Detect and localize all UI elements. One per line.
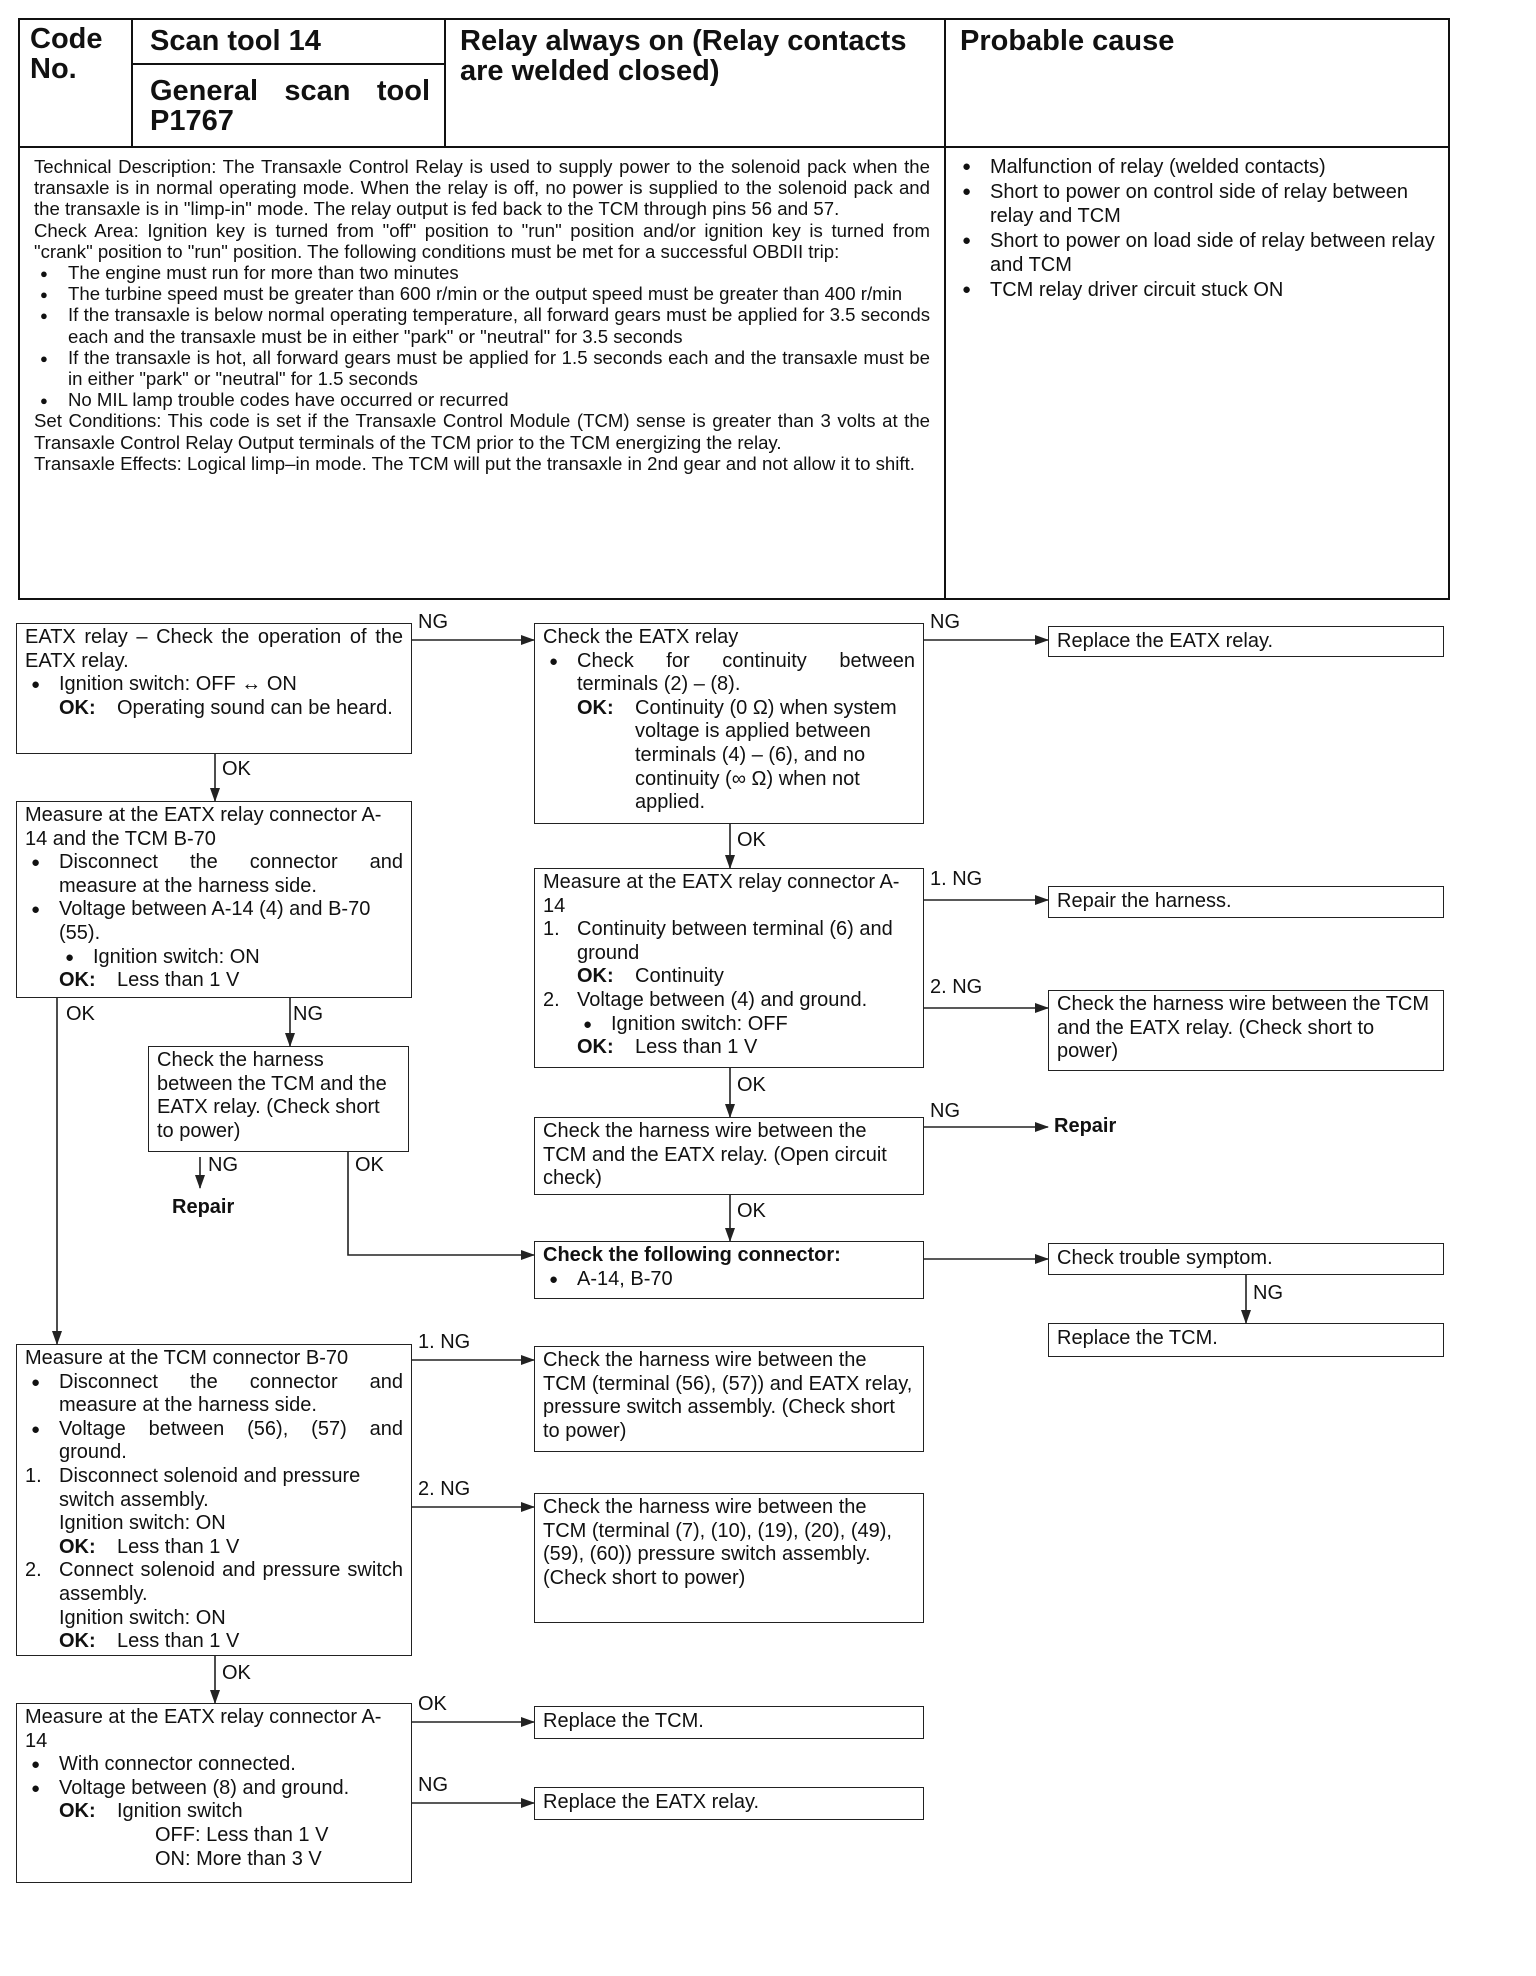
step-title: Measure at the EATX relay connector A-14 and the TCM B-70: [25, 804, 382, 850]
step-item: ● A-14, B-70: [543, 1268, 915, 1292]
arrow-label-ok: OK: [737, 1200, 766, 1222]
ok-label: OK:: [59, 1630, 96, 1653]
arrow-label-ng: NG: [1253, 1282, 1283, 1304]
check-harness-tcm-eatx-box: [148, 1046, 409, 1152]
ok-conditions: [117, 1800, 328, 1871]
measure-a14-continuity: [534, 868, 924, 1068]
step-text: Disconnect solenoid and pressure switch assembly.: [59, 1464, 361, 1511]
ok-text: Less than 1 V: [117, 1535, 240, 1558]
ok-text: Operating sound can be heard.: [117, 696, 393, 719]
ok-criteria: [59, 1630, 403, 1654]
step-items: [543, 1268, 915, 1292]
check-harness-short-box: [1048, 990, 1444, 1071]
step-item: ● Voltage between (8) and ground.: [25, 1777, 403, 1801]
arrow-label-ok: OK: [222, 758, 251, 780]
step-number: 2.: [25, 1559, 42, 1582]
ok-label: OK:: [577, 965, 614, 988]
eatx-relay-operation-check: [16, 623, 412, 754]
ok-text: OFF: Less than 1 V: [155, 1823, 329, 1846]
arrow-label-ok: OK: [418, 1693, 447, 1715]
check-area-text: Check Area: Ignition key is turned from "off" position to "run" position and/or ignition key is turned from "crank" position to "run" position. The following conditions must be met for a successful OBDII trip:: [34, 219, 930, 262]
probable-cause-heading: Probable cause: [960, 25, 1175, 57]
condition-item: ● If the transaxle is below normal operating temperature, all forward gears must be applied for 3.5 seconds each and the transaxle must be in either "park" or "neutral" for 3.5 seconds: [34, 304, 930, 346]
step-items: [25, 1753, 403, 1800]
step-subitems: [25, 946, 403, 970]
step-item: ● Voltage between A-14 (4) and B-70 (55).: [25, 898, 403, 945]
step-item: [25, 1465, 403, 1559]
check-harness-open-circuit-box: [534, 1117, 924, 1195]
step-text: Check the harness between the TCM and the EATX relay. (Check short to power): [157, 1049, 387, 1142]
condition-item: ● No MIL lamp trouble codes have occurred or recurred: [34, 389, 930, 410]
measure-a14-b70: [16, 801, 412, 998]
cause-item: ● Short to power on load side of relay between relay and TCM: [956, 229, 1436, 278]
step-item: [25, 1559, 403, 1653]
ok-label: OK:: [577, 696, 614, 719]
arrow-label-ng2: 2. NG: [930, 976, 983, 998]
check-harness-pressure-switch-box: [534, 1493, 924, 1623]
step-subitems: [577, 1013, 915, 1037]
measure-tcm-b70: [16, 1344, 412, 1656]
arrow-label-ng: NG: [208, 1154, 238, 1176]
transaxle-effects-text: Transaxle Effects: Logical limp–in mode. The TCM will put the transaxle in 2nd gear and not allow it to shift.: [34, 452, 915, 474]
step-text: Check the harness wire between the TCM and the EATX relay. (Check short to power): [1057, 993, 1430, 1063]
replace-tcm-final-box: [534, 1706, 924, 1739]
step-subitems: [25, 1465, 403, 1654]
measure-a14-voltage: [16, 1703, 412, 1883]
code-no-label: Code No.: [30, 23, 103, 85]
repair-harness-box: [1048, 886, 1444, 918]
step-text: Continuity between terminal (6) and ground: [577, 918, 893, 964]
step-title: Measure at the EATX relay connector A-14: [543, 871, 900, 917]
ok-label: OK:: [59, 696, 96, 719]
step-number: 2.: [543, 988, 560, 1011]
arrow-label-ng2: 2. NG: [418, 1478, 471, 1500]
check-trouble-symptom-box: [1048, 1243, 1444, 1275]
ignition-condition: Ignition switch: ON: [59, 1512, 226, 1535]
ok-criteria: [25, 697, 403, 721]
ok-criteria: [25, 1800, 403, 1871]
check-harness-56-57-box: [534, 1346, 924, 1452]
ok-label: OK:: [59, 1535, 96, 1558]
set-conditions-text: Set Conditions: This code is set if the Transaxle Control Module (TCM) sense is greater than 3 volts at the Transaxle Control Relay Output terminals of the TCM prior to the TCM energizing the relay.: [34, 410, 930, 453]
ok-criteria: [543, 697, 915, 815]
repair-label: Repair: [1054, 1115, 1117, 1137]
arrow-label-ng: NG: [418, 1774, 448, 1796]
step-text: Check the harness wire between the TCM (terminal (56), (57)) and EATX relay, pressure switch assembly. (Check short to power): [543, 1349, 913, 1442]
ok-text: Ignition switch: [117, 1800, 243, 1823]
technical-text: Technical Description: The Transaxle Control Relay is used to supply power to the solenoid pack when the transaxle is in normal operating mode. When the relay is off, no power is supplied to the solenoid pack and the transaxle is in "limp-in" mode. The relay output is fed back to the TCM through pins 56 and 57.: [34, 156, 930, 220]
step-title: Check the EATX relay: [543, 626, 739, 648]
ok-text: Less than 1 V: [117, 1630, 240, 1653]
step-text: Replace the TCM.: [543, 1710, 704, 1732]
general-scan-tool-label: General scan tool: [150, 75, 430, 107]
replace-eatx-relay-final-box: [534, 1787, 924, 1820]
arrow-label-ok: OK: [355, 1154, 384, 1176]
ok-text: Continuity: [635, 965, 724, 988]
ok-label: OK:: [59, 1800, 96, 1823]
ok-criteria: [577, 965, 915, 989]
step-title: EATX relay – Check the operation of the EATX relay.: [25, 626, 403, 672]
ok-text: Less than 1 V: [117, 969, 240, 992]
step-text: Replace the TCM.: [1057, 1327, 1218, 1349]
step-subitem: ● Ignition switch: ON: [59, 946, 403, 970]
step-item: ● Disconnect the connector and measure at the harness side.: [25, 1371, 403, 1418]
repair-label: Repair: [172, 1196, 235, 1218]
step-text: Connect solenoid and pressure switch assembly.: [59, 1559, 403, 1605]
ok-criteria: [25, 969, 403, 993]
page-title: Relay always on (Relay contacts are welded closed): [460, 25, 907, 87]
arrow-label-ng1: 1. NG: [418, 1331, 471, 1353]
condition-item: ● The turbine speed must be greater than 600 r/min or the output speed must be greater than 400 r/min: [34, 283, 930, 304]
scan-tool-14-label: Scan tool 14: [150, 25, 321, 57]
step-items: [543, 650, 915, 697]
arrow-label-ok: OK: [222, 1662, 251, 1684]
step-items: [25, 673, 403, 697]
ok-label: OK:: [59, 969, 96, 992]
check-eatx-relay: [534, 623, 924, 824]
step-text: Check trouble symptom.: [1057, 1247, 1273, 1269]
cause-item: ● Short to power on control side of relay between relay and TCM: [956, 180, 1436, 229]
step-text: Check the harness wire between the TCM (terminal (7), (10), (19), (20), (49), (59), (60)) pressure switch assembly. (Check short to power): [543, 1496, 892, 1589]
step-text: Repair the harness.: [1057, 890, 1232, 912]
step-title: Measure at the EATX relay connector A-14: [25, 1706, 382, 1752]
replace-eatx-relay-box: [1048, 626, 1444, 657]
condition-item: ● The engine must run for more than two minutes: [34, 262, 930, 283]
step-text: Replace the EATX relay.: [1057, 630, 1274, 652]
step-text: Voltage between (4) and ground.: [577, 988, 868, 1011]
ok-criteria: [59, 1536, 403, 1560]
check-connector-box: [534, 1241, 924, 1299]
ok-text: Less than 1 V: [635, 1036, 758, 1059]
step-items: [25, 851, 403, 945]
step-text: Replace the EATX relay.: [543, 1791, 760, 1813]
step-item: [543, 918, 915, 989]
step-number: 1.: [543, 918, 560, 941]
ok-label: OK:: [577, 1036, 614, 1059]
step-title: Measure at the TCM connector B-70: [25, 1347, 349, 1369]
arrow-label-ng: NG: [930, 1100, 960, 1122]
arrow-label-ok: OK: [737, 1074, 766, 1096]
ignition-condition: Ignition switch: ON: [59, 1606, 226, 1629]
arrow-label-ng: NG: [418, 611, 448, 633]
step-subitem: ● Ignition switch: OFF: [577, 1013, 915, 1037]
code-value: P1767: [150, 105, 234, 137]
step-item: ● With connector connected.: [25, 1753, 403, 1777]
replace-tcm-box: [1048, 1323, 1444, 1357]
ok-criteria: [577, 1036, 915, 1060]
step-items: [25, 1371, 403, 1465]
step-item: [543, 989, 915, 1060]
step-number: 1.: [25, 1464, 42, 1487]
step-item: ● Ignition switch: OFF ↔ ON: [25, 673, 403, 697]
arrow-label-ng: NG: [293, 1003, 323, 1025]
arrow-label-ng1: 1. NG: [930, 868, 983, 890]
ok-text: ON: More than 3 V: [155, 1847, 322, 1870]
ok-text: Continuity (0 Ω) when system voltage is applied between terminals (4) – (6), and no continuity (∞ Ω) when not applied.: [635, 696, 897, 814]
condition-item: ● If the transaxle is hot, all forward gears must be applied for 1.5 seconds each and the transaxle must be in either "park" or "neutral" for 1.5 seconds: [34, 347, 930, 389]
step-item: ● Voltage between (56), (57) and ground.: [25, 1418, 403, 1465]
arrow-label-ok: OK: [737, 829, 766, 851]
step-text: Check the harness wire between the TCM and the EATX relay. (Open circuit check): [543, 1120, 887, 1190]
arrow-label-ng: NG: [930, 611, 960, 633]
arrow-label-ok: OK: [66, 1003, 95, 1025]
cause-item: ● Malfunction of relay (welded contacts): [956, 155, 1436, 180]
cause-item: ● TCM relay driver circuit stuck ON: [956, 278, 1436, 303]
step-title: Check the following connector:: [543, 1244, 841, 1266]
step-item: ● Check for continuity between terminals (2) – (8).: [543, 650, 915, 697]
step-item: ● Disconnect the connector and measure at the harness side.: [25, 851, 403, 898]
step-items: [543, 918, 915, 1060]
